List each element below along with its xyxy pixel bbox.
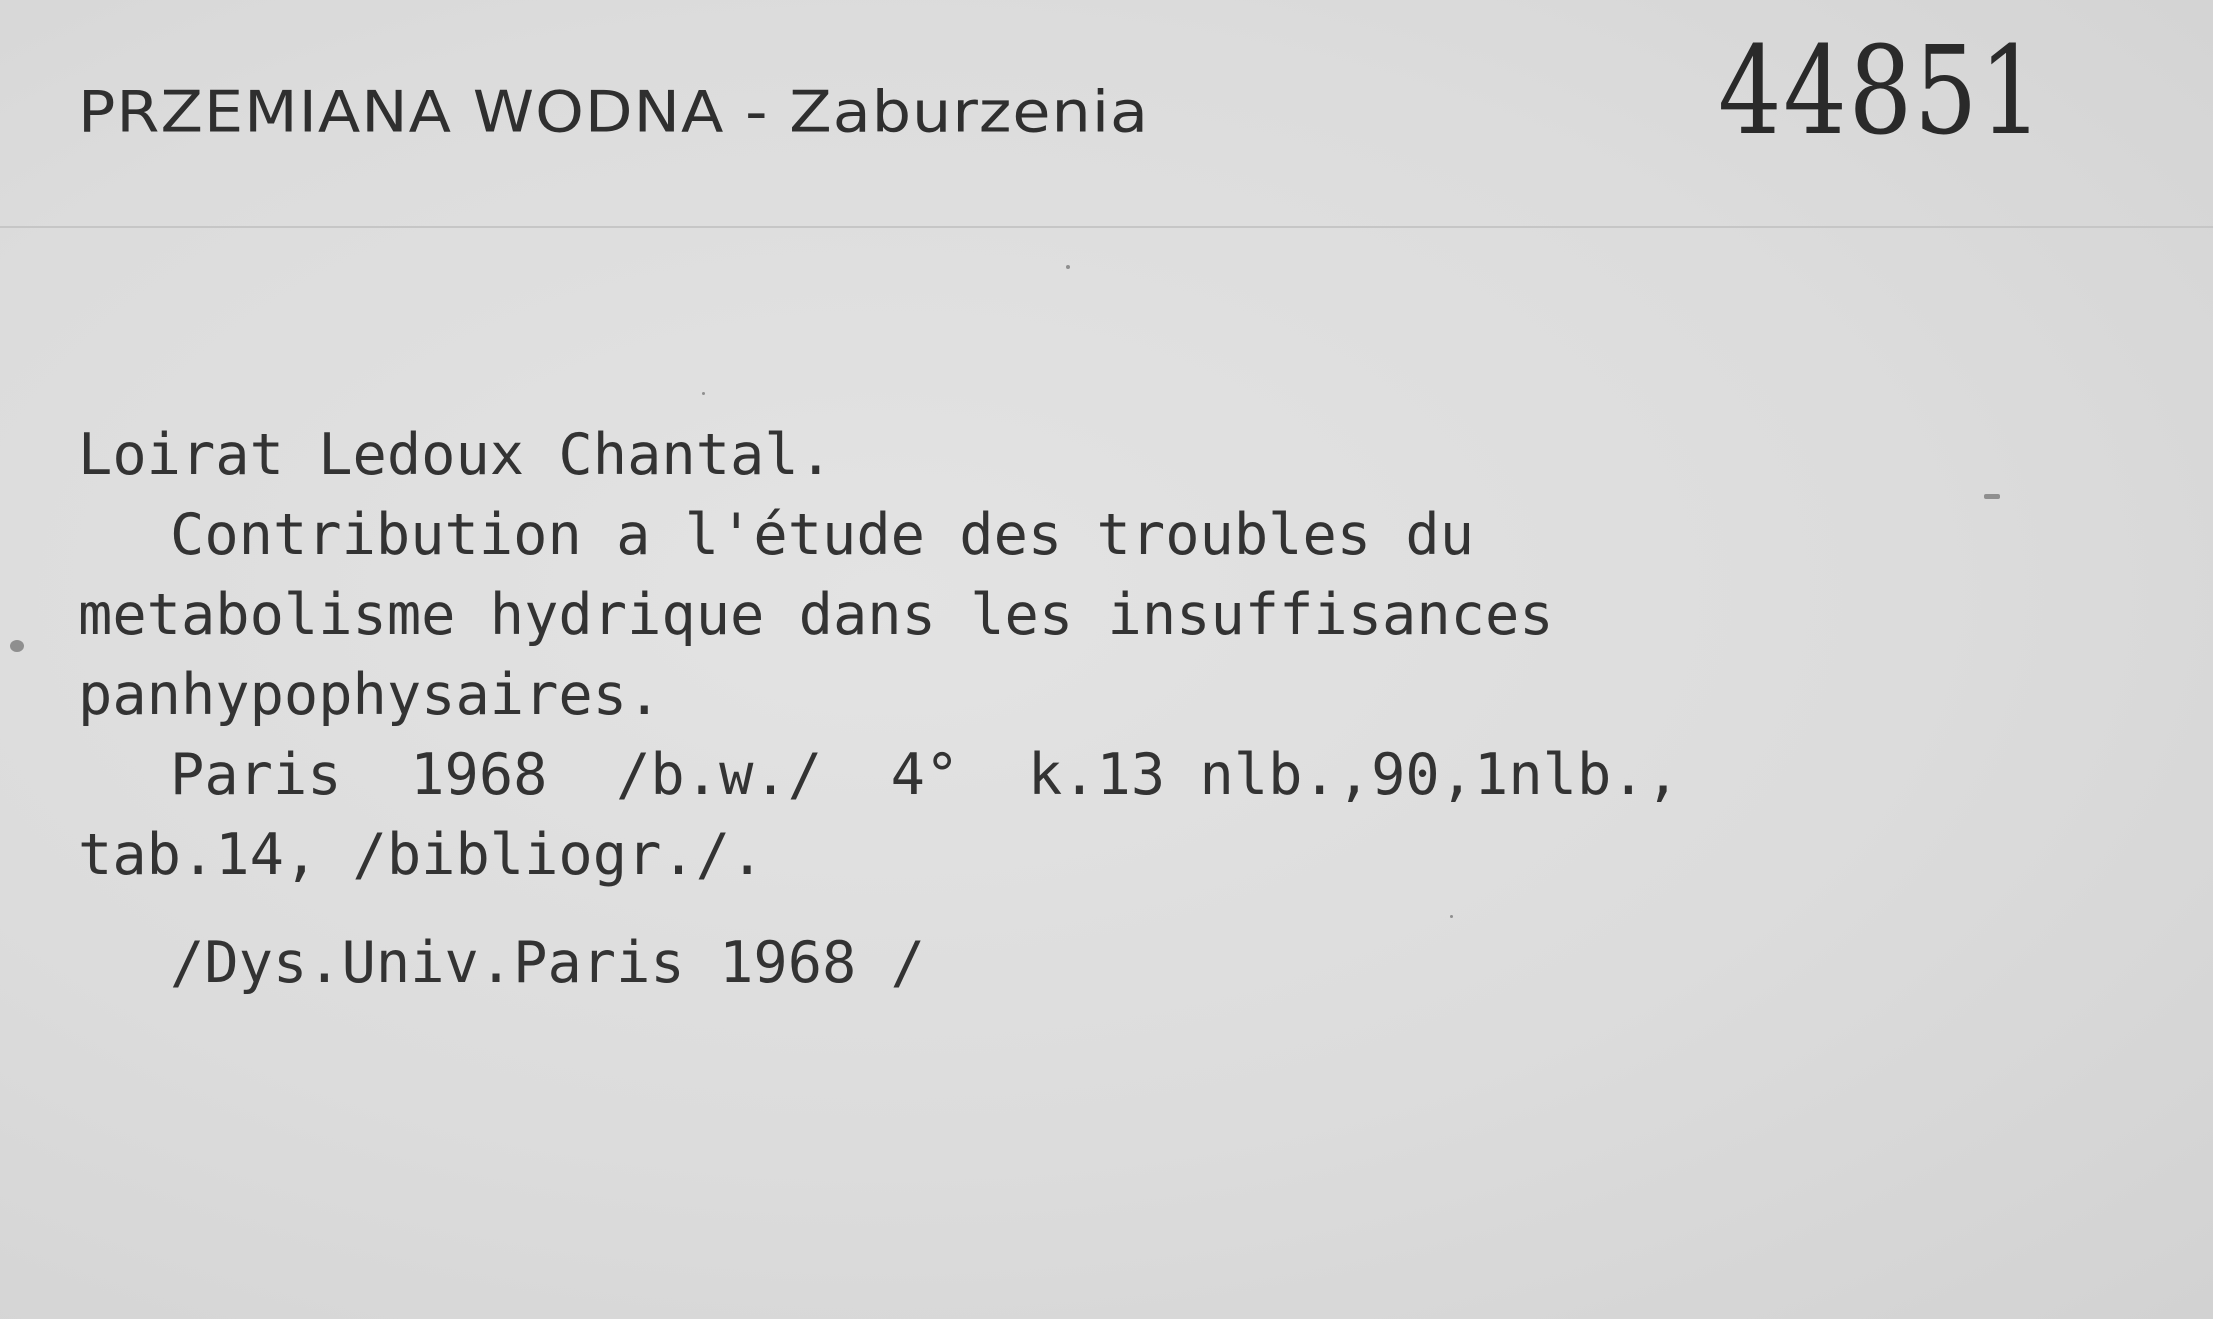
title-line: panhypophysaires.: [78, 662, 662, 728]
paper-speck: [10, 640, 24, 652]
imprint-line: Paris 1968 /b.w./ 4° k.13 nlb.,90,1nlb.,: [170, 742, 1680, 808]
bibliographic-entry: [78, 415, 2158, 1003]
title-line: Contribution a l'étude des troubles du: [170, 502, 1475, 568]
imprint-line: tab.14, /bibliogr./.: [78, 822, 765, 888]
card-number: 44851: [1718, 20, 2045, 162]
thesis-note: /Dys.Univ.Paris 1968 /: [170, 930, 925, 996]
paper-speck: [702, 392, 705, 395]
ruled-line: [0, 226, 2213, 228]
paper-speck: [1066, 265, 1070, 269]
subject-heading: PRZEMIANA WODNA - Zaburzenia: [78, 78, 1150, 146]
author-line: Loirat Ledoux Chantal.: [78, 422, 833, 488]
title-line: metabolisme hydrique dans les insuffisances: [78, 582, 1554, 648]
